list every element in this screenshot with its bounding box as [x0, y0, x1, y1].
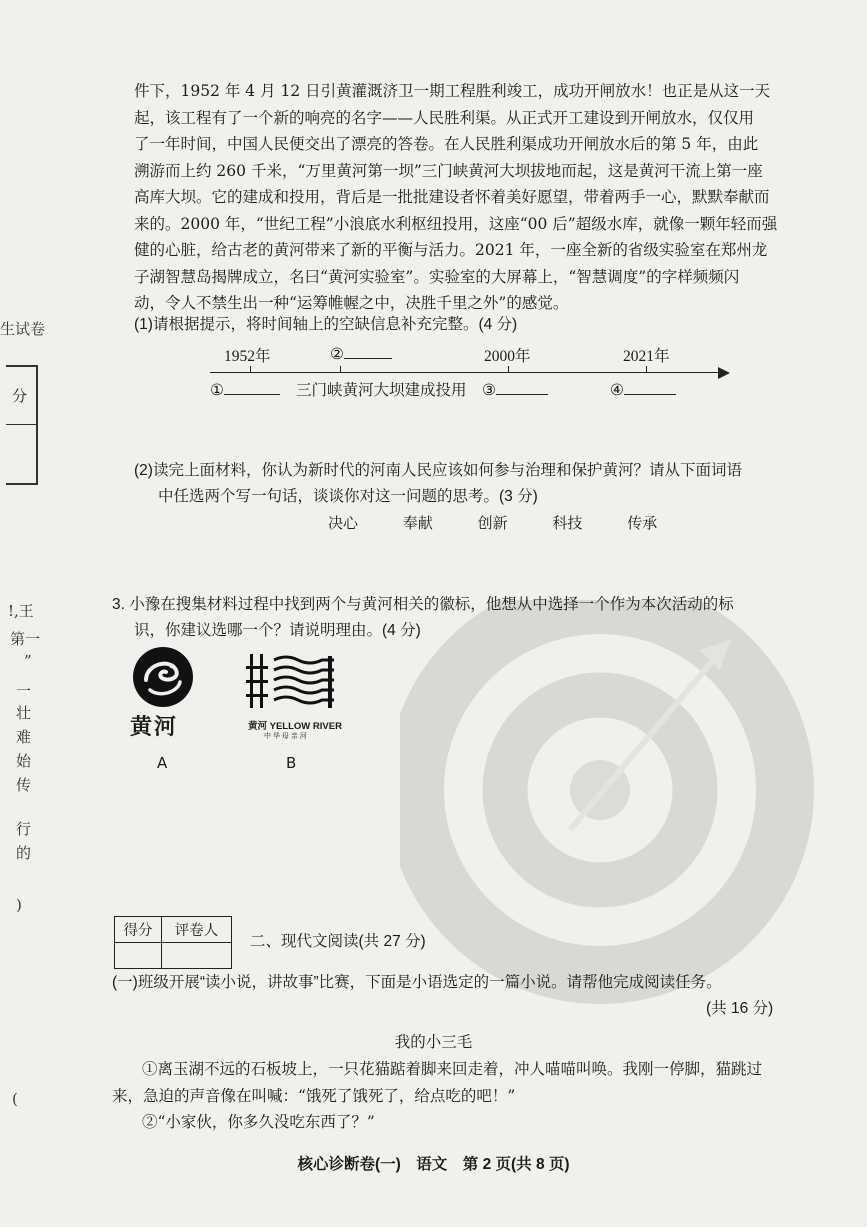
- logo-b-caption: B: [286, 754, 297, 772]
- timeline-blank-2: ②: [330, 342, 392, 363]
- margin-fragment: 的: [16, 844, 32, 862]
- target-watermark: [400, 600, 820, 1020]
- timeline: [210, 342, 740, 402]
- timeline-blank-4: ④: [610, 378, 676, 399]
- river-waves-emblem-icon: [246, 652, 338, 714]
- story-title: 我的小三毛: [394, 1034, 473, 1051]
- question-2-line1: (2)读完上面材料，你认为新时代的河南人民应该如何参与治理和保护黄河？请从下面词语: [134, 462, 742, 479]
- answer-blank[interactable]: [344, 342, 392, 359]
- score-cell[interactable]: [115, 943, 162, 969]
- story-paragraph: ①离玉湖不远的石板坡上，一只花猫踮着脚来回走着，冲人喵喵叫唤。我刚一停脚，猫跳过: [142, 1060, 763, 1078]
- margin-fragment: 难: [16, 728, 32, 746]
- word-options: [328, 512, 697, 533]
- timeline-tick: [340, 366, 341, 372]
- margin-fragment: 壮: [16, 704, 32, 722]
- word-option: 创新: [477, 514, 508, 532]
- logo-b-text: 黄河 YELLOW RIVER: [248, 721, 342, 732]
- grader-cell[interactable]: [162, 943, 232, 969]
- timeline-event-sanmenxia: 三门峡黄河大坝建成投用: [296, 382, 467, 399]
- story-paragraph: ②“小家伙，你多久没吃东西了？”: [142, 1113, 375, 1131]
- timeline-label-1952: 1952年: [224, 348, 271, 365]
- margin-fragment: ”: [24, 652, 32, 670]
- passage-line: 了一年时间，中国人民便交出了漂亮的答卷。在人民胜利渠成功开闸放水后的第 5 年，由此: [134, 135, 759, 153]
- answer-blank[interactable]: [496, 378, 548, 395]
- passage-line: 子湖智慧岛揭牌成立，名曰“黄河实验室”。实验室的大屏幕上，“智慧调度”的字样频频闪: [134, 267, 740, 286]
- passage-line: 件下，1952 年 4 月 12 日引黄灌溉济卫一期工程胜利竣工，成功开闸放水！也正是从这一天: [134, 82, 771, 100]
- section-points: (共 16 分): [706, 1000, 774, 1017]
- word-option: 传承: [627, 514, 658, 532]
- question-3-line2: 识，你建议选哪一个？请说明理由。(4 分): [134, 622, 421, 639]
- swirl-emblem-icon: [132, 646, 194, 708]
- timeline-tick: [646, 366, 647, 372]
- logo-a: [132, 646, 194, 738]
- page-footer: 核心诊断卷(一) 语文 第 2 页(共 8 页): [297, 1156, 570, 1173]
- margin-score-stub: [6, 365, 38, 485]
- timeline-tick: [508, 366, 509, 372]
- passage-line: 健的心脏，给古老的黄河带来了新的平衡与活力。2021 年，一座全新的省级实验室在郑州龙: [134, 241, 768, 259]
- timeline-axis: [210, 372, 722, 373]
- timeline-arrow-icon: [718, 367, 730, 379]
- margin-score-empty: [6, 425, 36, 483]
- reading-passage: [134, 78, 794, 317]
- answer-blank[interactable]: [624, 378, 676, 395]
- timeline-tick: [250, 366, 251, 372]
- passage-line: 溯游而上约 260 千米，“万里黄河第一坝”三门峡黄河大坝拔地而起，这是黄河干流上第一座: [134, 161, 763, 180]
- timeline-label-2000: 2000年: [484, 348, 531, 365]
- timeline-blank-1: ①: [210, 378, 280, 399]
- margin-label: 生试卷: [0, 320, 46, 338]
- passage-line: 起，该工程有了一个新的响亮的名字——人民胜利渠。从正式开工建设到开闸放水，仅仅用: [134, 108, 755, 127]
- logo-a-text: 黄河: [130, 714, 179, 740]
- passage-line: 高库大坝。它的建成和投用，背后是一批批建设者怀着美好愿望，带着两手一心，默默奉献而: [134, 188, 770, 206]
- section-title: 二、现代文阅读(共 27 分): [250, 933, 426, 950]
- question-1-prompt: (1)请根据提示，将时间轴上的空缺信息补充完整。(4 分): [134, 316, 518, 333]
- word-option: 决心: [328, 514, 359, 532]
- passage-line: 动，令人不禁生出一种“运筹帷幄之中，决胜千里之外”的感觉。: [134, 294, 569, 312]
- margin-fragment: 一: [16, 682, 32, 700]
- passage-line: 来的。2000 年，“世纪工程”小浪底水利枢纽投用，这座“00 后”超级水库，就像一颗年轻而强: [134, 214, 778, 233]
- word-option: 科技: [552, 514, 583, 532]
- timeline-blank-3: ③: [482, 378, 548, 399]
- margin-fragment: 行: [16, 820, 32, 838]
- margin-fragment: ): [16, 896, 22, 914]
- question-3-line1: 3. 小豫在搜集材料过程中找到两个与黄河相关的徽标，他想从中选择一个作为本次活动的标: [112, 596, 734, 613]
- logo-a-caption: A: [157, 754, 168, 772]
- margin-fragment: 传: [16, 776, 32, 794]
- margin-score-label: 分: [6, 367, 36, 425]
- score-header: 得分: [115, 917, 162, 943]
- question-2-line2: 中任选两个写一句话，谈谈你对这一问题的思考。(3 分): [158, 488, 538, 505]
- word-option: 奉献: [402, 514, 433, 532]
- answer-blank[interactable]: [224, 378, 280, 395]
- margin-fragment: (: [12, 1090, 18, 1108]
- margin-fragment: 第一: [10, 630, 41, 648]
- timeline-label-2021: 2021年: [623, 348, 670, 365]
- section-intro: (一)班级开展“读小说，讲故事”比赛，下面是小语选定的一篇小说。请帮他完成阅读任务。: [112, 974, 722, 991]
- score-table: [114, 916, 232, 969]
- margin-fragment: !,王: [8, 602, 34, 620]
- logo-b: [246, 652, 342, 744]
- grader-header: 评卷人: [162, 917, 232, 943]
- margin-fragment: 始: [16, 752, 32, 770]
- logo-b-subtext: 中 华 母 亲 河: [264, 733, 307, 740]
- story-body: [112, 1056, 788, 1136]
- story-paragraph: 来，急迫的声音像在叫喊：“饿死了饿死了，给点吃的吧！”: [112, 1086, 516, 1105]
